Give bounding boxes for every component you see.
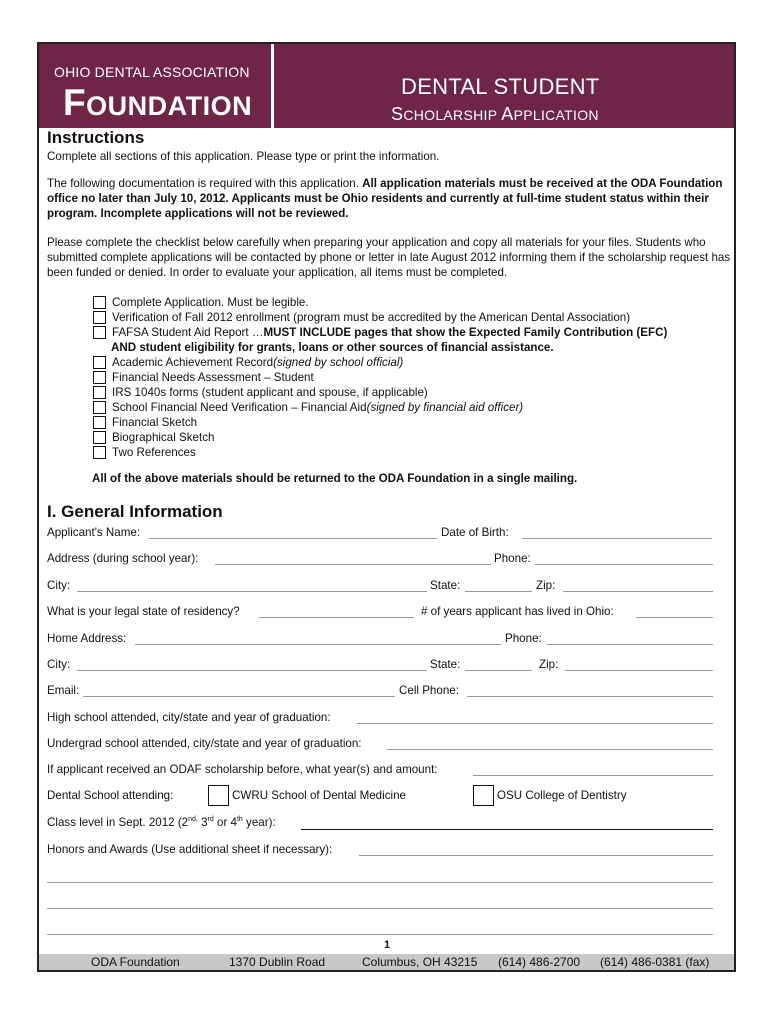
osu-option-label: OSU College of Dentistry: [497, 789, 627, 802]
home-zip-label: Zip:: [539, 658, 559, 671]
checkbox[interactable]: [93, 401, 106, 414]
cell-phone-label: Cell Phone:: [399, 684, 459, 697]
dental-school-label: Dental School attending:: [47, 789, 174, 802]
dob-field[interactable]: [522, 538, 712, 539]
document-checklist: [93, 295, 733, 460]
checklist-item: Financial Needs Assessment – Student: [93, 370, 733, 385]
email-label: Email:: [47, 684, 80, 697]
header-divider: [271, 44, 274, 128]
form-subtitle: SCHOLARSHIP APPLICATION: [391, 104, 599, 124]
applicant-name-label: Applicant's Name:: [47, 526, 141, 539]
footer-phone: (614) 486-2700: [498, 955, 581, 969]
home-phone-field[interactable]: [547, 644, 713, 645]
home-city-label: City:: [47, 658, 71, 671]
residency-field[interactable]: [259, 617, 414, 618]
school-phone-field[interactable]: [535, 564, 713, 565]
school-phone-label: Phone:: [494, 552, 531, 565]
checklist-item: Financial Sketch: [93, 415, 733, 430]
home-zip-field[interactable]: [565, 670, 713, 671]
honors-field-line[interactable]: [47, 934, 713, 935]
high-school-label: High school attended, city/state and year of graduation:: [47, 711, 331, 724]
home-phone-label: Phone:: [505, 632, 542, 645]
checkbox[interactable]: [93, 446, 106, 459]
school-address-label: Address (during school year):: [47, 552, 199, 565]
general-info-heading: I. General Information: [47, 502, 223, 521]
checkbox[interactable]: [93, 386, 106, 399]
cwru-checkbox[interactable]: [208, 785, 229, 806]
odaf-history-label: If applicant received an ODAF scholarship before, what year(s) and amount:: [47, 763, 438, 776]
checklist-item: Biographical Sketch: [93, 430, 733, 445]
checkbox[interactable]: [93, 296, 106, 309]
checklist-item-continuation: AND student eligibility for grants, loans or other sources of financial assistance.: [111, 341, 554, 354]
footer-bar: [39, 954, 734, 970]
checkbox[interactable]: [93, 416, 106, 429]
home-city-field[interactable]: [77, 670, 427, 671]
foundation-rest: OUNDATION: [86, 91, 253, 121]
applicant-name-field[interactable]: [149, 538, 437, 539]
residency-label: What is your legal state of residency?: [47, 605, 240, 618]
class-level-field[interactable]: [301, 829, 713, 830]
footer-street: 1370 Dublin Road: [229, 955, 326, 969]
mailing-note: All of the above materials should be returned to the ODA Foundation in a single mailing.: [92, 472, 578, 485]
form-title: DENTAL STUDENT: [401, 74, 600, 99]
checkbox[interactable]: [93, 311, 106, 324]
checkbox[interactable]: [93, 326, 106, 339]
org-name: OHIO DENTAL ASSOCIATION: [54, 64, 250, 80]
checkbox[interactable]: [93, 356, 106, 369]
class-level-label: Class level in Sept. 2012 ($2^{nd,}$ 3rd or 4th year):: [47, 816, 276, 829]
city-field[interactable]: [77, 591, 427, 592]
instructions-paragraph-3: Please complete the checklist below carefully when preparing your application and copy all materials for your files. Students who submitted complete applications will be contacted by phone or letter in late August 2012 informing them if the scholarship request has been funded or denied. In order to evaluate your application, all items must be completed.: [47, 236, 731, 279]
honors-label: Honors and Awards (Use additional sheet if necessary):: [47, 843, 333, 856]
checklist-item: Complete Application. Must be legible.: [93, 295, 733, 310]
header-banner: [39, 44, 734, 128]
years-ohio-field[interactable]: [636, 617, 713, 618]
foundation-initial: F: [63, 82, 87, 123]
instructions-paragraph-1: Complete all sections of this application. Please type or print the information.: [47, 150, 440, 163]
odaf-history-field[interactable]: [473, 775, 713, 776]
checklist-item: Two References: [93, 445, 733, 460]
cell-phone-field[interactable]: [467, 696, 713, 697]
instructions-paragraph-2: The following documentation is required with this application. All application materials must be received at the ODA Foundation office no later than July 10, 2012. Applicants must be Ohio residents and currently at full-time student status within their program. Incomplete applications will not be reviewed.: [47, 177, 723, 220]
honors-field-line[interactable]: [47, 908, 713, 909]
state-label: State:: [430, 579, 461, 592]
high-school-field[interactable]: [357, 723, 713, 724]
checklist-item: Academic Achievement Record (signed by school official): [93, 355, 733, 370]
footer-org: ODA Foundation: [91, 955, 180, 969]
cwru-option-label: CWRU School of Dental Medicine: [232, 789, 406, 802]
instructions-heading: Instructions: [47, 128, 145, 147]
application-page: [37, 42, 736, 972]
checklist-item: School Financial Need Verification – Financial Aid (signed by financial aid officer): [93, 400, 733, 415]
home-state-label: State:: [430, 658, 461, 671]
footer-city: Columbus, OH 43215: [362, 955, 478, 969]
page-number: 1: [384, 939, 391, 951]
zip-field[interactable]: [563, 591, 713, 592]
school-address-field[interactable]: [215, 564, 491, 565]
email-field[interactable]: [83, 696, 395, 697]
state-field[interactable]: [465, 591, 532, 592]
footer-fax: (614) 486-0381 (fax): [600, 955, 710, 969]
checklist-item: Verification of Fall 2012 enrollment (program must be accredited by the American Dental Association): [93, 310, 733, 325]
home-address-label: Home Address:: [47, 632, 127, 645]
home-state-field[interactable]: [465, 670, 532, 671]
honors-field[interactable]: [359, 855, 713, 856]
years-ohio-label: # of years applicant has lived in Ohio:: [421, 605, 614, 618]
dob-label: Date of Birth:: [441, 526, 509, 539]
undergrad-label: Undergrad school attended, city/state and year of graduation:: [47, 737, 362, 750]
checkbox[interactable]: [93, 371, 106, 384]
honors-field-line[interactable]: [47, 882, 713, 883]
zip-label: Zip:: [536, 579, 556, 592]
osu-checkbox[interactable]: [473, 785, 494, 806]
checkbox[interactable]: [93, 431, 106, 444]
city-label: City:: [47, 579, 71, 592]
checklist-item: FAFSA Student Aid Report … MUST INCLUDE pages that show the Expected Family Contribution (EFC): [93, 325, 733, 340]
undergrad-field[interactable]: [387, 749, 713, 750]
checklist-item: IRS 1040s forms (student applicant and spouse, if applicable): [93, 385, 733, 400]
home-address-field[interactable]: [135, 644, 501, 645]
foundation-wordmark: [63, 82, 252, 124]
